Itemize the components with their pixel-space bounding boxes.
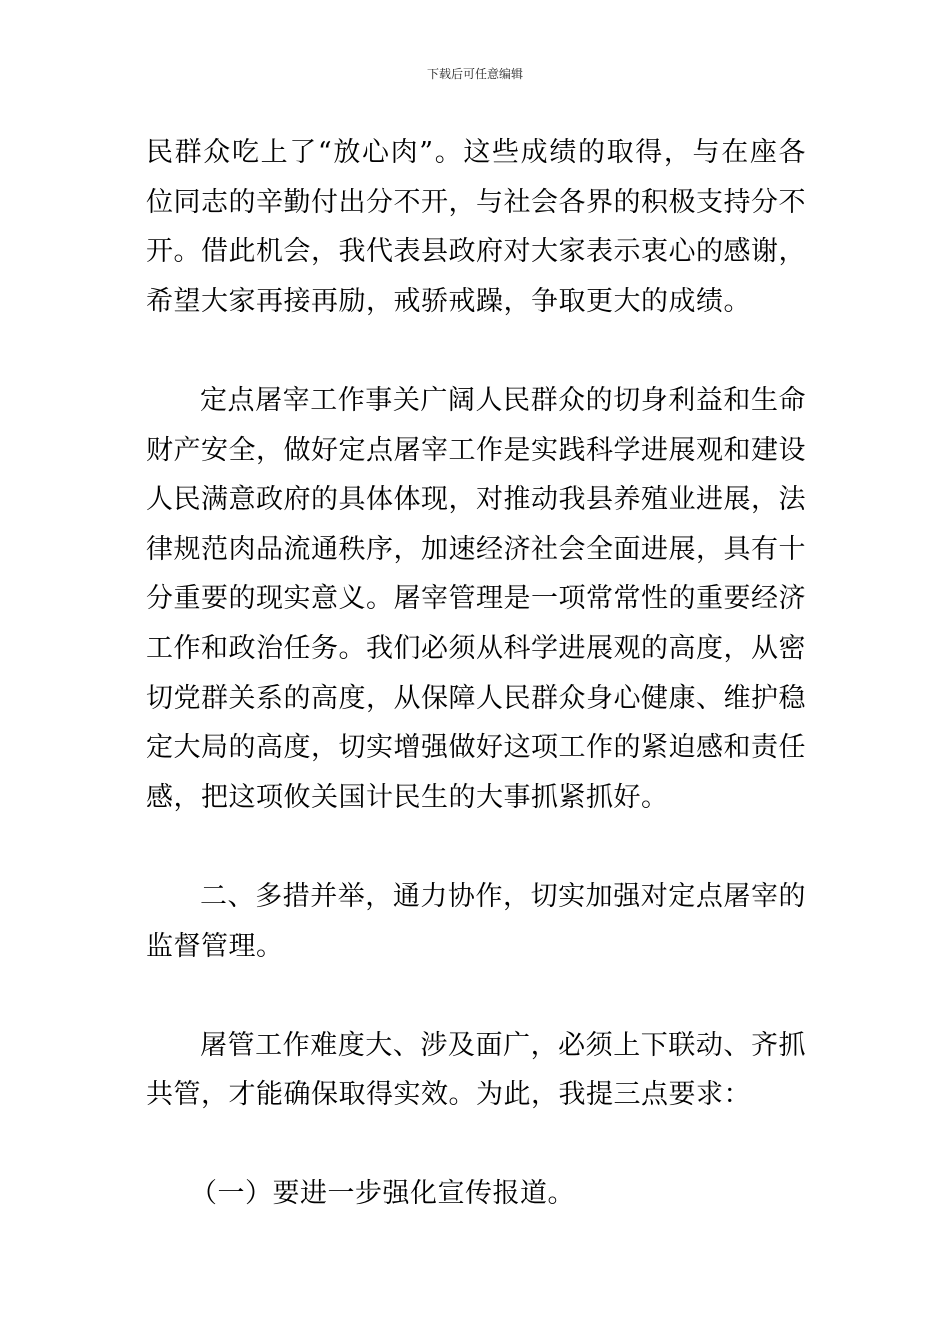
- subsection-heading-one: （一）要进一步强化宣传报道。: [190, 1178, 575, 1210]
- paragraph-requirements: 屠管工作难度大、涉及面广，必须上下联动、齐抓共管，才能确保取得实效。为此，我提三点要求：: [146, 1029, 806, 1111]
- paragraph-gap: [146, 971, 806, 1021]
- paragraph-significance: 定点屠宰工作事关广阔人民群众的切身利益和生命财产安全，做好定点屠宰工作是实践科学进展观和建设人民满意政府的具体体现，对推动我县养殖业进展，法律规范肉品流通秩序，加速经济社会全面进展，具有十分重要的现实意义。屠宰管理是一项常常性的重要经济工作和政治任务。我们必须从科学进展观的高度，从密切党群关系的高度，从保障人民群众身心健康、维护稳定大局的高度，切实增强做好这项工作的紧迫感和责任感，把这项攸关国计民生的大事抓紧抓好。: [146, 384, 806, 813]
- document-body: [146, 128, 806, 1219]
- paragraph-gap: [146, 326, 806, 376]
- section-heading-two: 二、多措并举，通力协作，切实加强对定点屠宰的监督管理。: [146, 880, 806, 962]
- page-header-note: 下载后可任意编辑: [426, 67, 523, 81]
- paragraph-gap: [146, 822, 806, 872]
- paragraph-gap: [146, 1120, 806, 1170]
- paragraph-continuation: 民群众吃上了“放心肉”。这些成绩的取得，与在座各位同志的辛勤付出分不开，与社会各界的积极支持分不开。借此机会，我代表县政府对大家表示衷心的感谢，希望大家再接再励，戒骄戒躁，争取更大的成绩。: [146, 137, 806, 317]
